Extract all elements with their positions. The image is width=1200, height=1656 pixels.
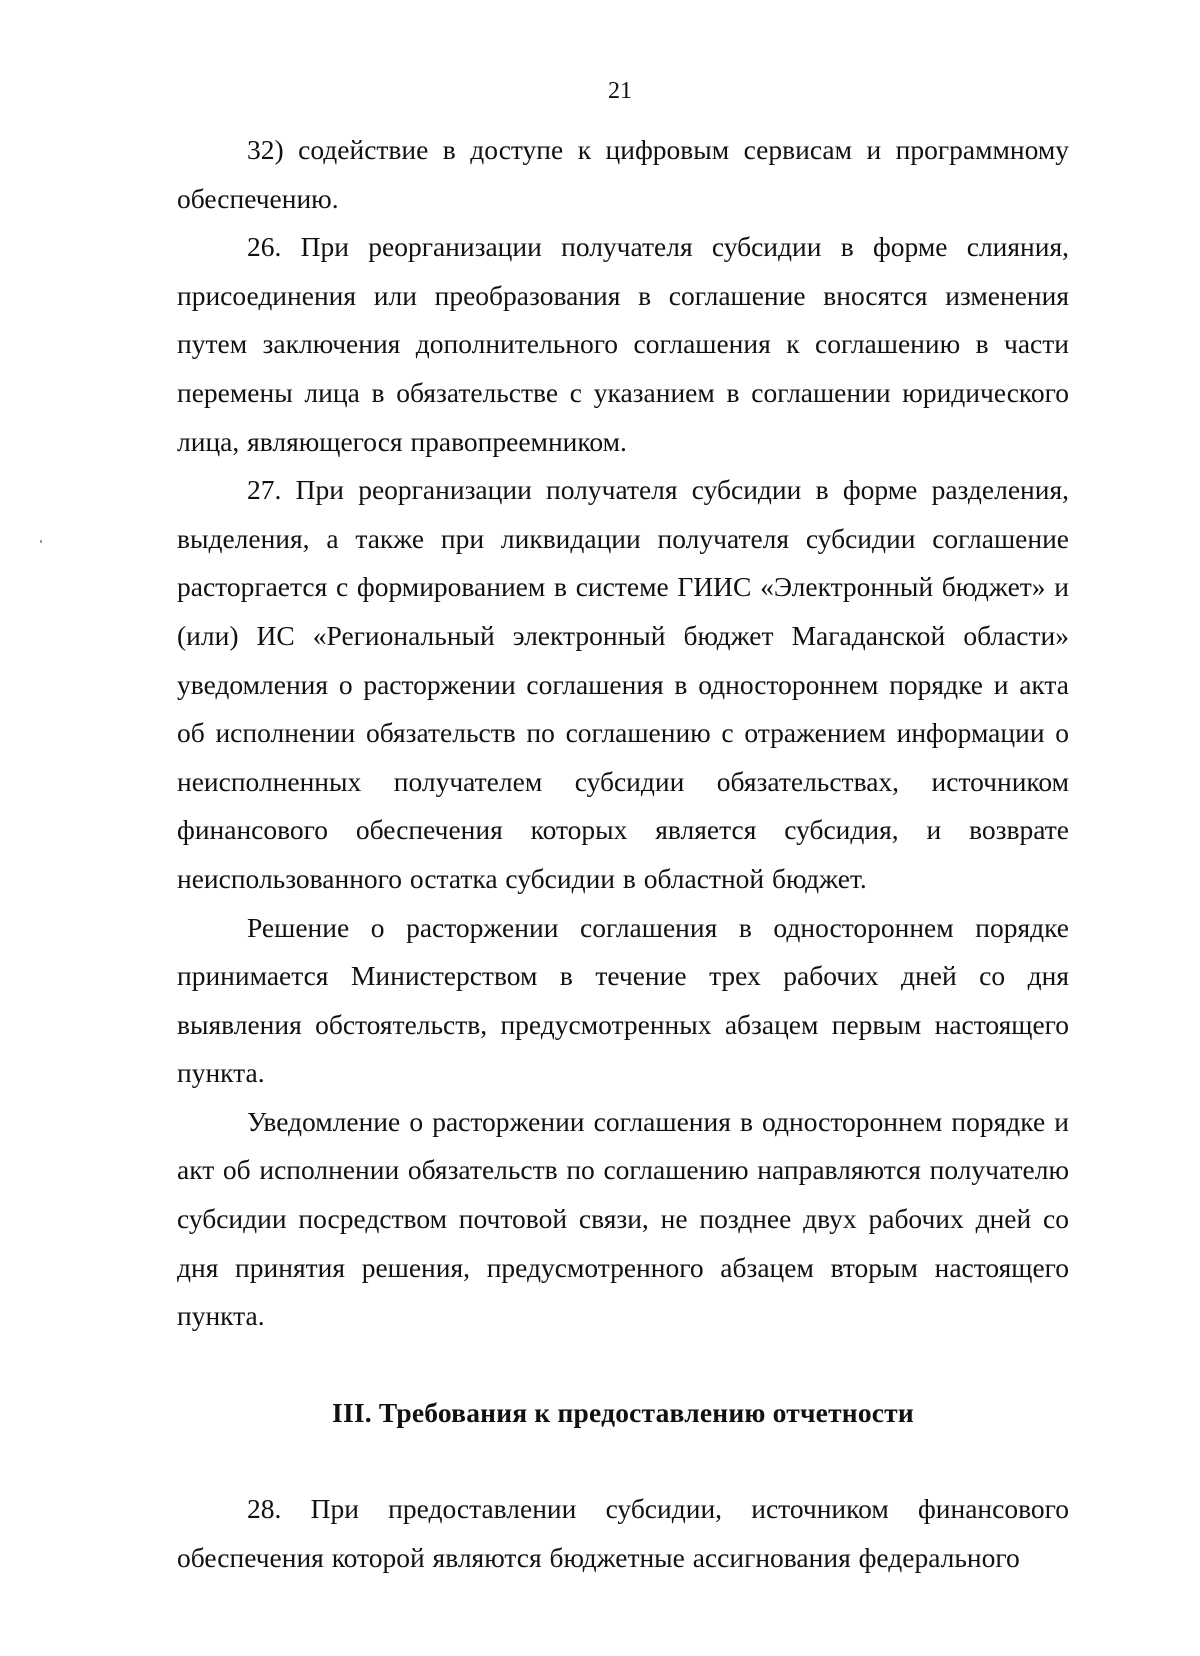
paragraph-28: 28. При предоставлении субсидии, источником финансового обеспечения которой являются бюджетные ассигнования федерального — [177, 1493, 1069, 1574]
section-heading: III. Требования к предоставлению отчетности — [332, 1396, 914, 1428]
paragraph-27-notification: Уведомление о расторжении соглашения в одностороннем порядке и акт об исполнении обязательств по соглашению направляются получателю субсидии посредством почтовой связи, не позднее двух рабочих дней со дня принятия решения, предусмотренного абзацем вторым настоящего пункта. — [177, 1105, 1069, 1332]
scan-artifact — [40, 540, 42, 543]
paragraph-32: 32) содействие в доступе к цифровым сервисам и программному обеспечению. — [177, 134, 1069, 214]
paragraph-27: 27. При реорганизации получателя субсидии в форме разделения, выделения, а также при ликвидации получателя субсидии соглашение расторгается с формированием в системе ГИИС «Электронный бюджет» и (или) ИС «Региональный электронный бюджет Магаданской области» уведомления о расторжении соглашения в одностороннем порядке и акта об исполнении обязательств по соглашению с отражением информации о неисполненных получателем субсидии обязательствах, источником финансового обеспечения которых является субсидия, и возврате неиспользованного остатка субсидии в областной бюджет. — [177, 474, 1069, 894]
document-body — [177, 126, 1069, 1583]
paragraph-27-decision: Решение о расторжении соглашения в одностороннем порядке принимается Министерством в течение трех рабочих дней со дня выявления обстоятельств, предусмотренных абзацем первым настоящего пункта. — [177, 911, 1069, 1089]
page-number: 21 — [608, 78, 632, 104]
paragraph-26: 26. При реорганизации получателя субсидии в форме слияния, присоединения или преобразования в соглашение вносятся изменения путем заключения дополнительного соглашения к соглашению в части перемены лица в обязательстве с указанием в соглашении юридического лица, являющегося правопреемником. — [177, 231, 1069, 457]
